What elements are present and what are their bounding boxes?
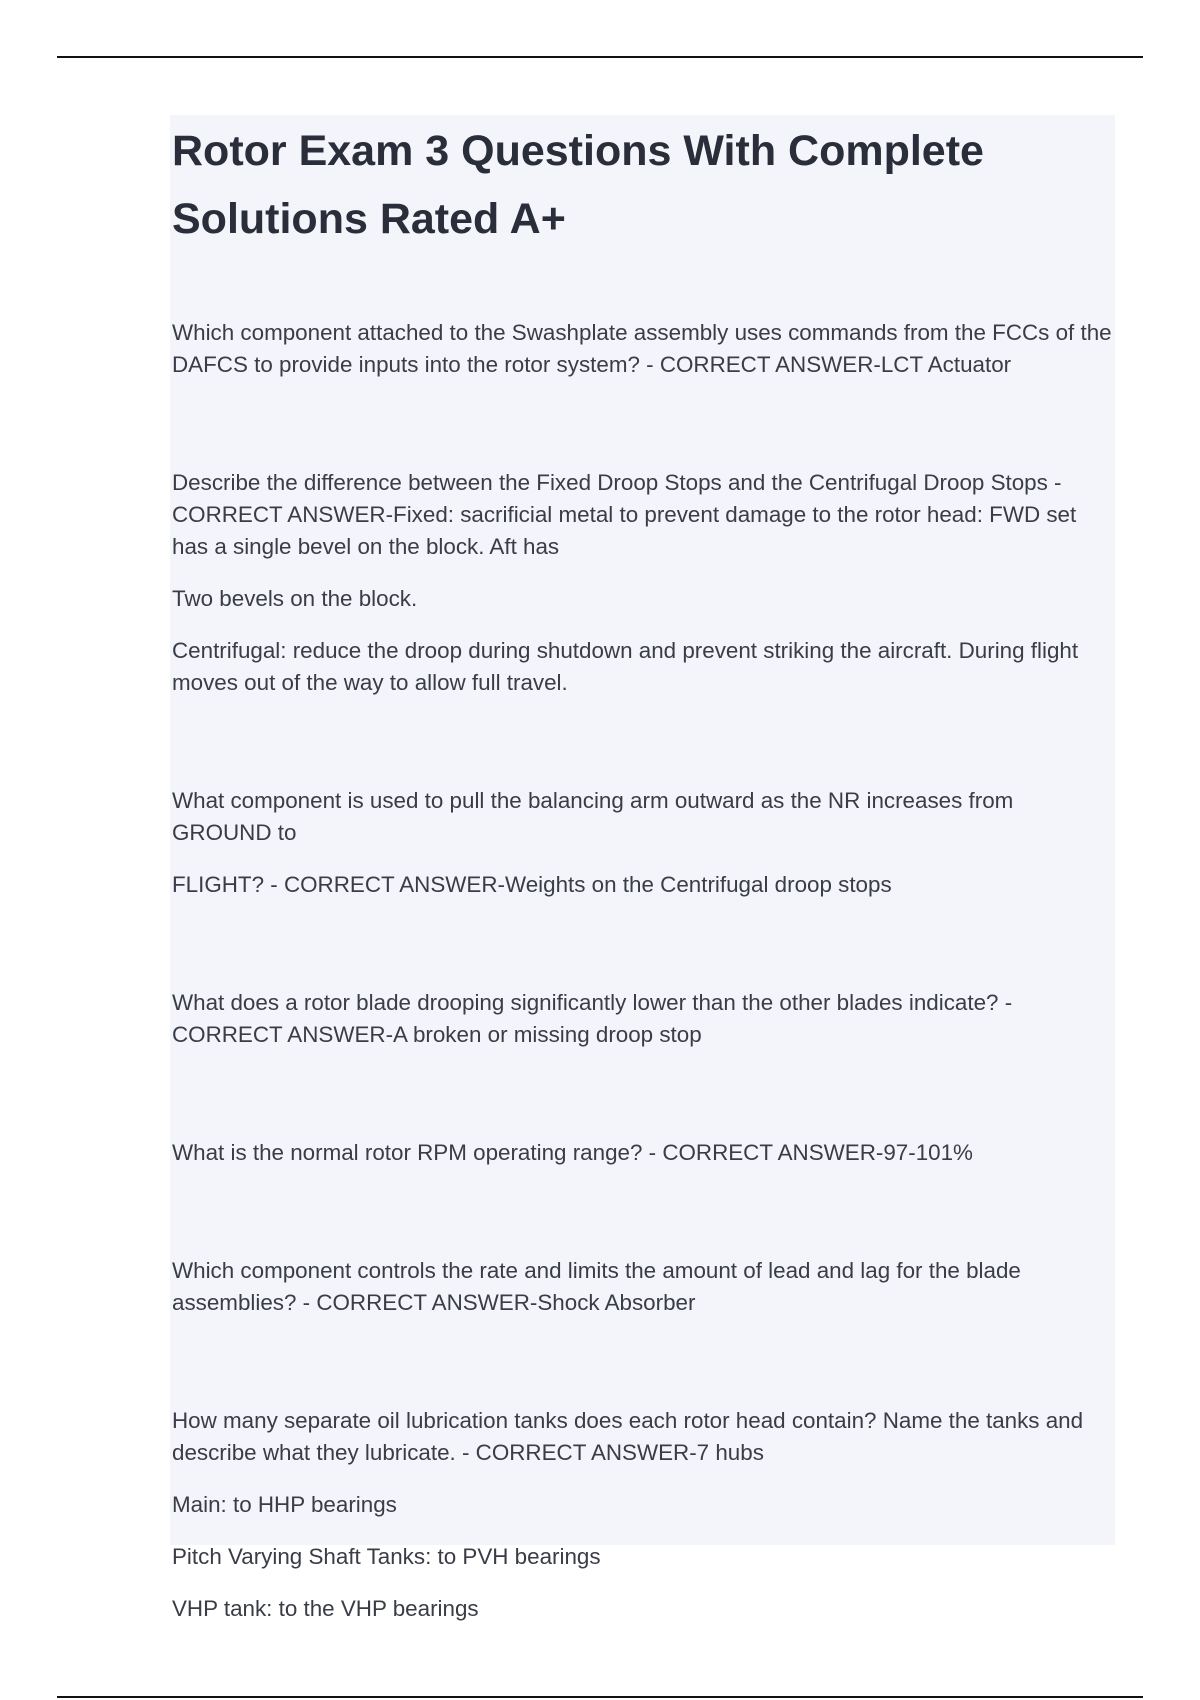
qa-item-5 <box>172 1137 1112 1169</box>
qa-paragraph: What does a rotor blade drooping significantly lower than the other blades indicate? - CORRECT ANSWER-A broken or missing droop stop <box>172 990 1013 1047</box>
qa-paragraph: What is the normal rotor RPM operating range? - CORRECT ANSWER-97-101% <box>172 1140 973 1165</box>
qa-paragraph: Main: to HHP bearings <box>172 1492 397 1517</box>
qa-item-4 <box>172 987 1112 1051</box>
document-body <box>172 115 1112 1645</box>
spacer <box>172 719 1112 785</box>
spacer <box>172 401 1112 467</box>
qa-paragraph: Pitch Varying Shaft Tanks: to PVH bearings <box>172 1544 601 1569</box>
spacer <box>172 1189 1112 1255</box>
qa-item-7 <box>172 1405 1112 1625</box>
top-rule <box>57 56 1143 58</box>
qa-paragraph: Describe the difference between the Fixed Droop Stops and the Centrifugal Droop Stops - CORRECT ANSWER-Fixed: sacrificial metal to prevent damage to the rotor head: FWD set has a single bevel on the block. Aft has <box>172 470 1077 559</box>
qa-paragraph: What component is used to pull the balancing arm outward as the NR increases from GROUND to <box>172 788 1014 845</box>
spacer <box>172 1339 1112 1405</box>
spacer <box>172 1071 1112 1137</box>
bottom-rule <box>57 1696 1143 1698</box>
qa-paragraph: FLIGHT? - CORRECT ANSWER-Weights on the Centrifugal droop stops <box>172 872 892 897</box>
qa-item-6 <box>172 1255 1112 1319</box>
qa-paragraph: Centrifugal: reduce the droop during shutdown and prevent striking the aircraft. During flight moves out of the way to allow full travel. <box>172 638 1079 695</box>
qa-item-3 <box>172 785 1112 901</box>
spacer <box>172 921 1112 987</box>
qa-paragraph: Two bevels on the block. <box>172 586 418 611</box>
qa-paragraph: How many separate oil lubrication tanks does each rotor head contain? Name the tanks and describe what they lubricate. - CORRECT ANSWER-7 hubs <box>172 1408 1084 1465</box>
spacer <box>172 253 1112 317</box>
document-title: Rotor Exam 3 Questions With Complete Solutions Rated A+ <box>172 127 984 243</box>
qa-paragraph: VHP tank: to the VHP bearings <box>172 1596 479 1621</box>
qa-paragraph: Which component attached to the Swashplate assembly uses commands from the FCCs of the DAFCS to provide inputs into the rotor system? - CORRECT ANSWER-LCT Actuator <box>172 320 1112 377</box>
qa-item-1 <box>172 317 1112 381</box>
qa-item-2 <box>172 467 1112 699</box>
qa-paragraph: Which component controls the rate and limits the amount of lead and lag for the blade assemblies? - CORRECT ANSWER-Shock Absorber <box>172 1258 1021 1315</box>
